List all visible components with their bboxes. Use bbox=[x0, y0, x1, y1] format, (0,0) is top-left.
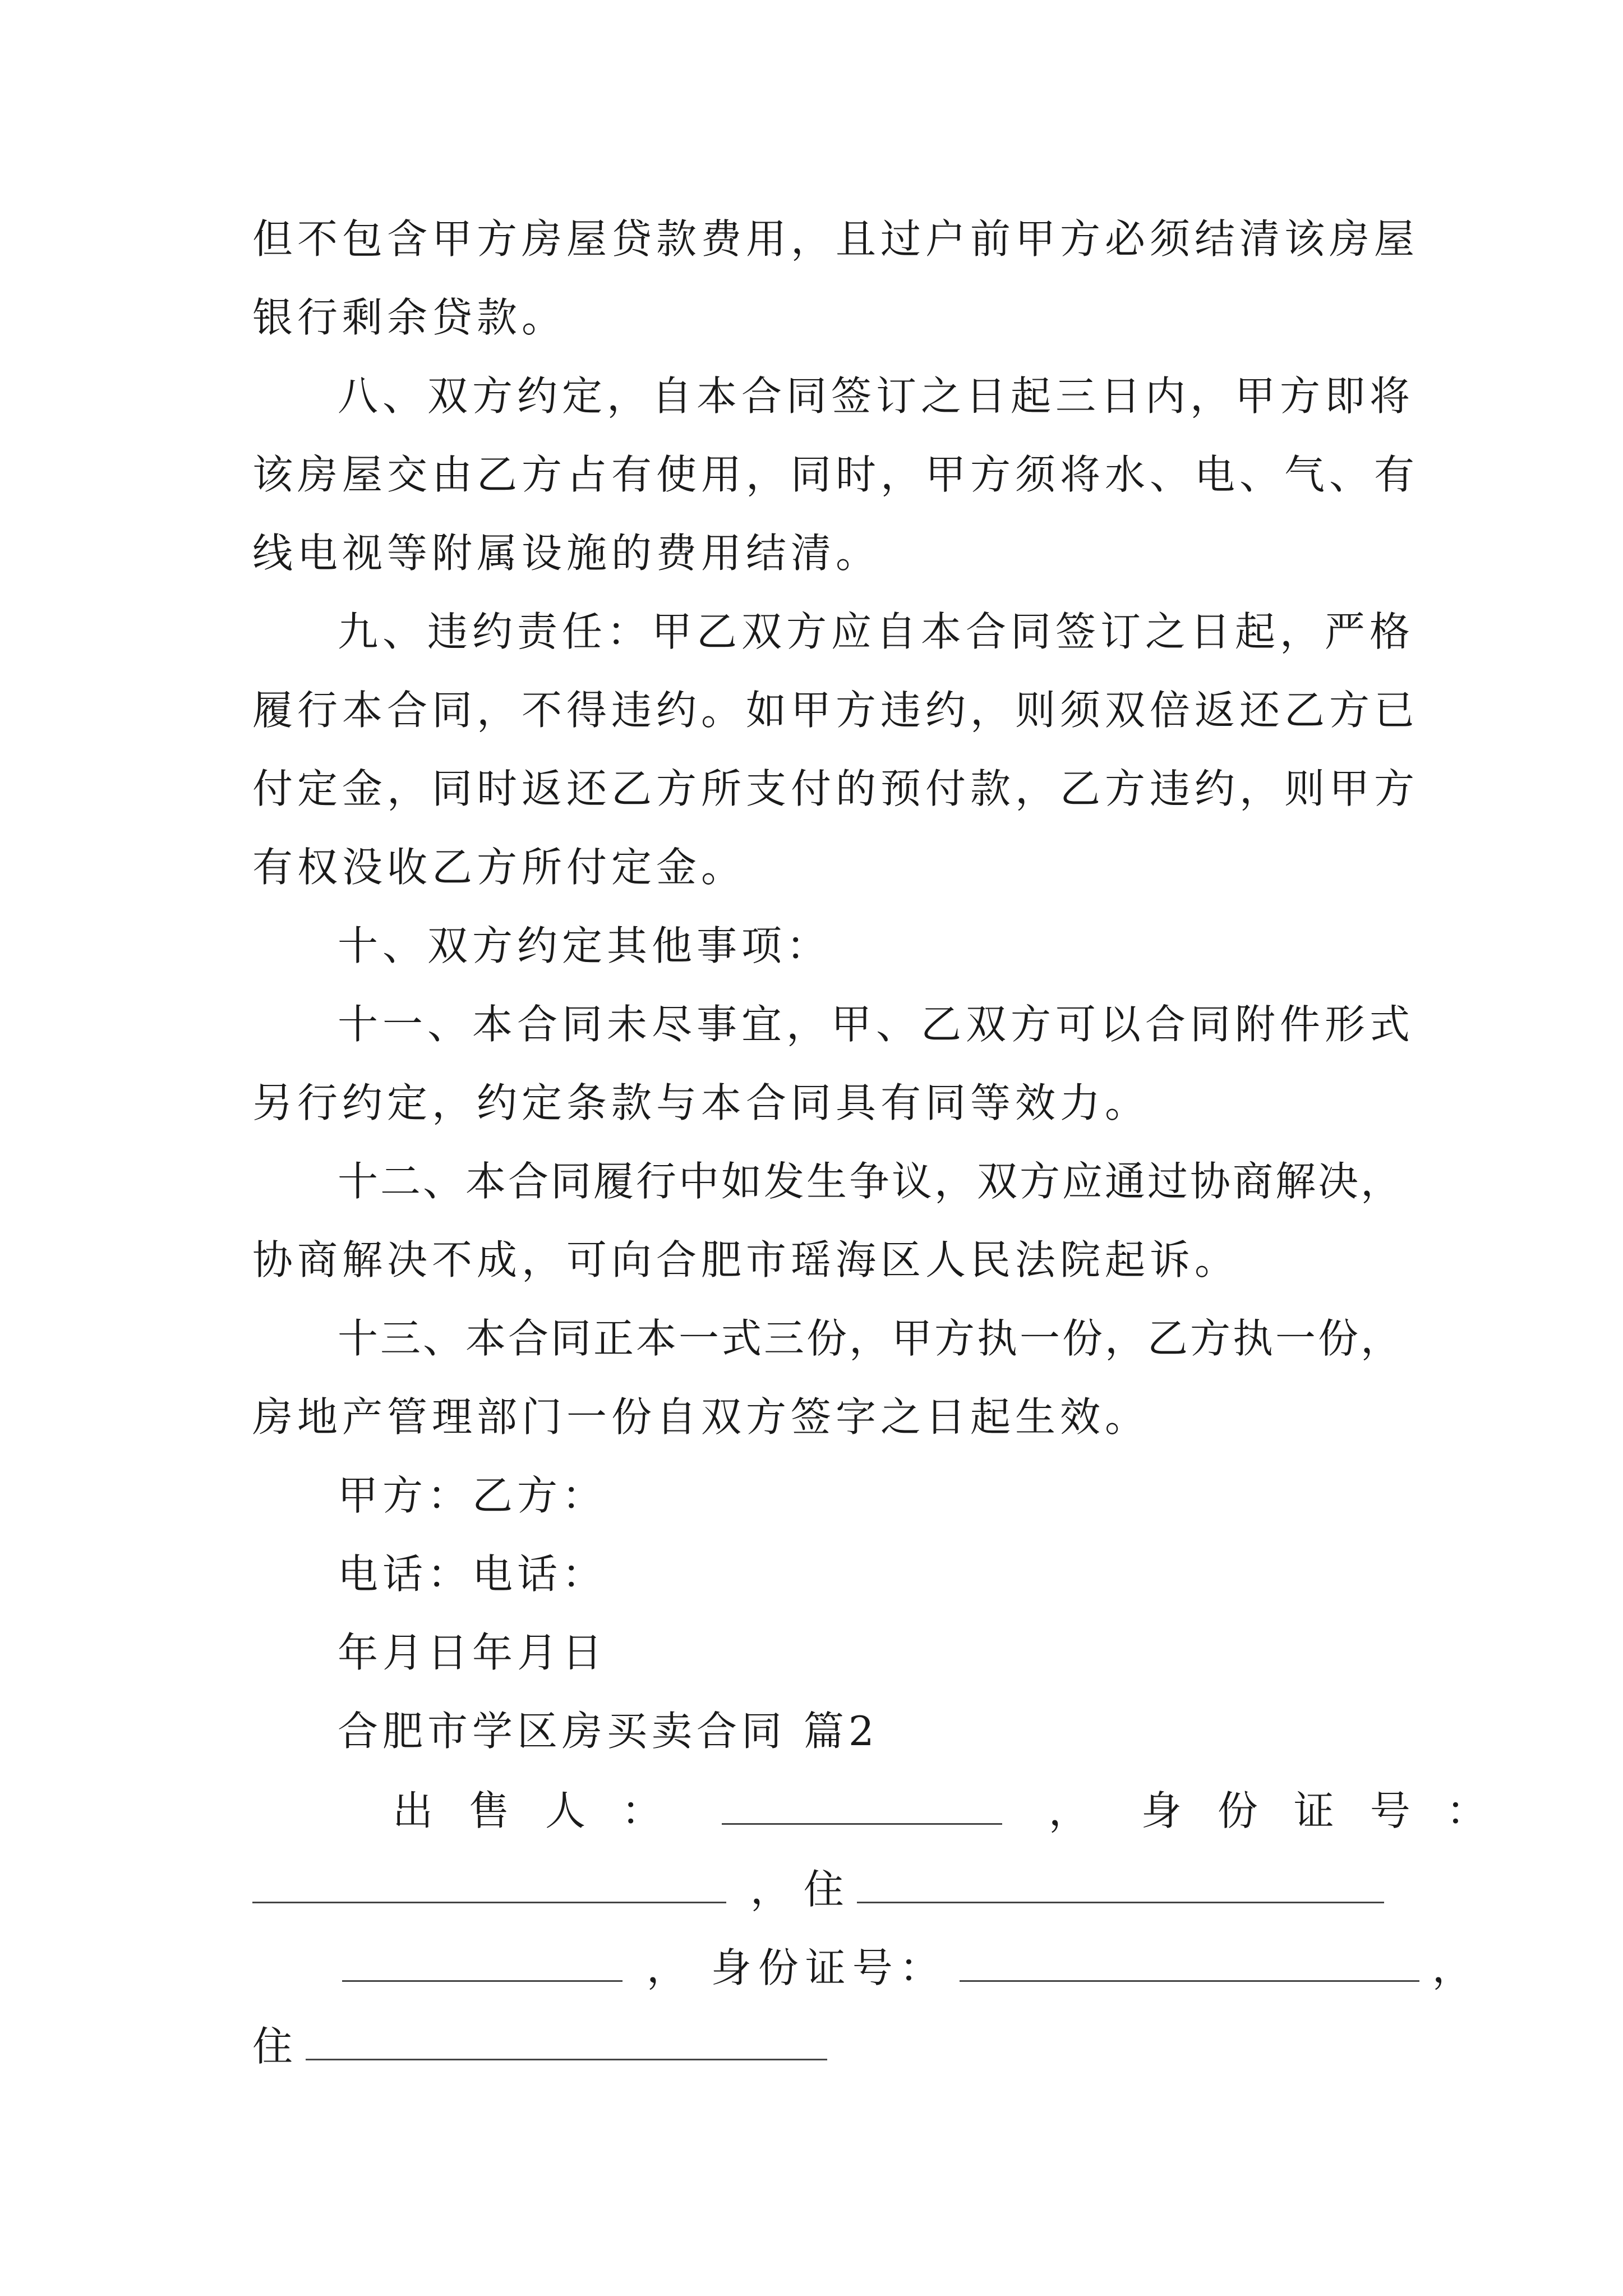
clause-8-line: 八、双方约定，自本合同签订之日起三日内，甲方即将 bbox=[338, 372, 1415, 420]
paragraph-line: 付定金，同时返还乙方所支付的预付款，乙方违约，则甲方 bbox=[252, 765, 1419, 812]
comma: ， bbox=[646, 1944, 687, 1991]
seller-label: 出售人： bbox=[393, 1787, 698, 1834]
clause-11-line: 十一、本合同未尽事宜，甲、乙双方可以合同附件形式 bbox=[338, 1001, 1415, 1048]
comma: ， bbox=[1432, 1944, 1473, 1991]
paragraph-line: 银行剩余贷款。 bbox=[252, 294, 567, 341]
seller-form-line bbox=[393, 1783, 1523, 1838]
address-form-line bbox=[252, 1861, 1384, 1916]
comma: ， bbox=[1048, 1787, 1089, 1834]
paragraph-line: 房地产管理部门一份自双方签字之日起生效。 bbox=[252, 1393, 1150, 1441]
buyer-id-blank[interactable] bbox=[960, 1940, 1419, 1982]
clause-13-line: 十三、本合同正本一式三份，甲方执一份，乙方执一份， bbox=[338, 1315, 1404, 1362]
paragraph-line: 线电视等附属设施的费用结清。 bbox=[252, 530, 881, 577]
paragraph-line: 另行约定，约定条款与本合同具有同等效力。 bbox=[252, 1079, 1150, 1126]
paragraph-line: 协商解决不成，可向合肥市瑶海区人民法院起诉。 bbox=[252, 1236, 1240, 1283]
buyer-name-blank[interactable] bbox=[342, 1940, 623, 1982]
id-number-blank[interactable] bbox=[252, 1861, 726, 1903]
buyer-form-line bbox=[342, 1940, 1473, 1995]
phone-line: 电话：电话： bbox=[338, 1550, 607, 1598]
comma: ， bbox=[750, 1866, 791, 1913]
clause-9-line: 九、违约责任：甲乙双方应自本合同签订之日起，严格 bbox=[338, 608, 1415, 655]
paragraph-line: 有权没收乙方所付定金。 bbox=[252, 844, 746, 891]
paragraph-line: 但不包含甲方房屋贷款费用，且过户前甲方必须结清该房屋 bbox=[252, 215, 1419, 263]
address-label: 住 bbox=[252, 2023, 293, 2070]
paragraph-line: 履行本合同，不得违约。如甲方违约，则须双倍返还乙方已 bbox=[252, 687, 1419, 734]
id-label-2: 身份证号： bbox=[711, 1944, 947, 1991]
address-label: 住 bbox=[803, 1866, 844, 1913]
date-line: 年月日年月日 bbox=[338, 1629, 607, 1676]
section-heading: 合肥市学区房买卖合同 篇2 bbox=[338, 1708, 879, 1755]
party-line: 甲方：乙方： bbox=[338, 1472, 607, 1519]
buyer-address-blank[interactable] bbox=[306, 2018, 827, 2060]
clause-10-line: 十、双方约定其他事项： bbox=[338, 922, 832, 969]
id-label: 身份证号： bbox=[1141, 1787, 1523, 1834]
seller-name-blank[interactable] bbox=[722, 1783, 1002, 1825]
clause-12-line: 十二、本合同履行中如发生争议，双方应通过协商解决， bbox=[338, 1158, 1404, 1205]
address-blank[interactable] bbox=[857, 1861, 1384, 1903]
buyer-address-line bbox=[252, 2018, 827, 2073]
paragraph-line: 该房屋交由乙方占有使用，同时，甲方须将水、电、气、有 bbox=[252, 451, 1419, 498]
